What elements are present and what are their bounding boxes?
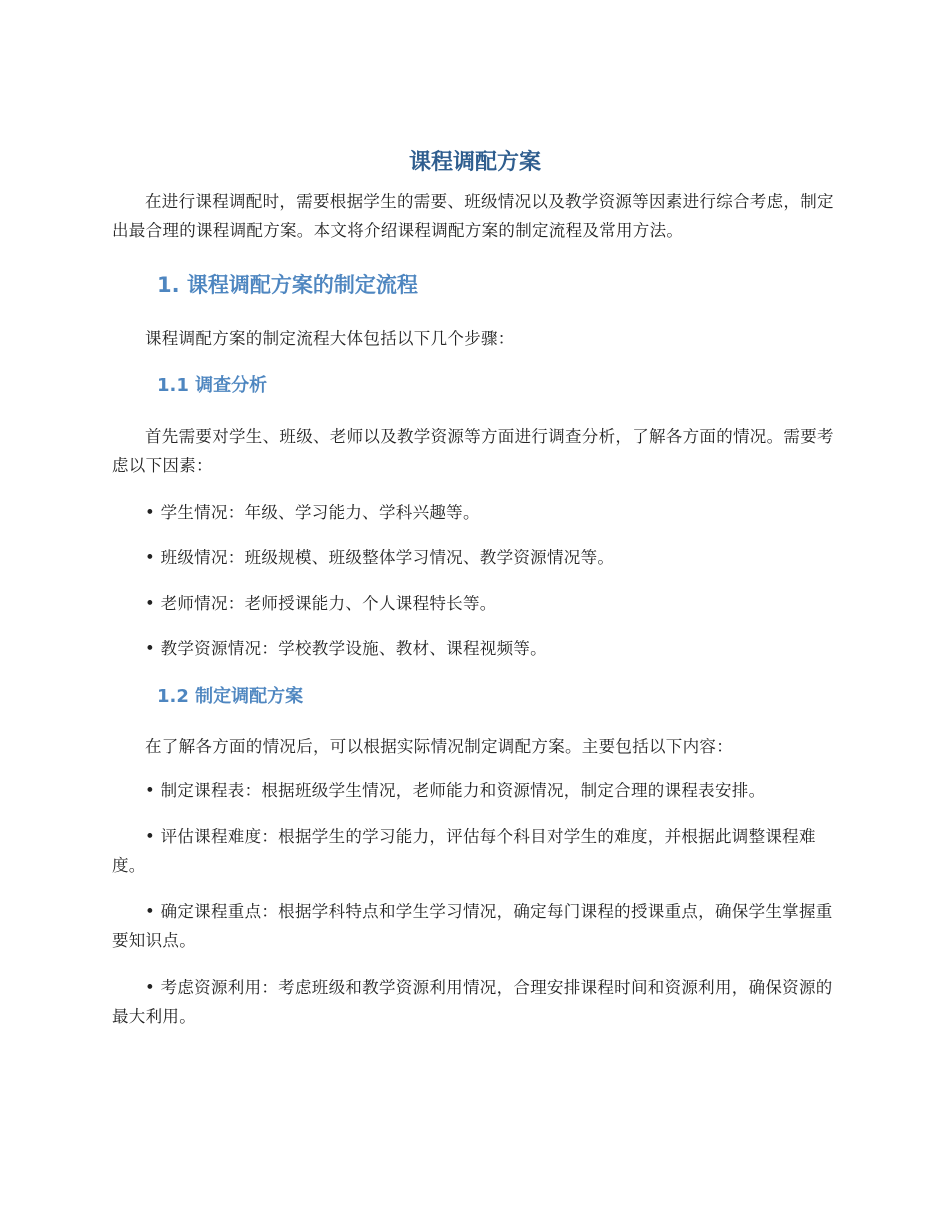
section-1-lead: 课程调配方案的制定流程大体包括以下几个步骤： [145, 329, 515, 348]
list-item: • 制定课程表：根据班级学生情况，老师能力和资源情况，制定合理的课程表安排。 [145, 781, 766, 800]
list-item: • 考虑资源利用：考虑班级和教学资源利用情况，合理安排课程时间和资源利用，确保资源的最大利用。 [112, 978, 833, 1026]
list-item: • 确定课程重点：根据学科特点和学生学习情况，确定每门课程的授课重点，确保学生掌握重要知识点。 [112, 902, 833, 950]
subsection-1-1-text: 首先需要对学生、班级、老师以及教学资源等方面进行调查分析，了解各方面的情况。需要考虑以下因素： [112, 427, 834, 475]
list-item: • 老师情况：老师授课能力、个人课程特长等。 [145, 594, 497, 613]
section-1-heading: 1. 课程调配方案的制定流程 [157, 273, 418, 297]
subsection-1-1-heading: 1.1 调查分析 [157, 375, 268, 396]
subsection-1-2-heading: 1.2 制定调配方案 [157, 686, 304, 707]
intro-paragraph: 在进行课程调配时，需要根据学生的需要、班级情况以及教学资源等因素进行综合考虑，制定出最合理的课程调配方案。本文将介绍课程调配方案的制定流程及常用方法。 [112, 192, 834, 240]
document-title: 课程调配方案 [408, 150, 541, 175]
list-item: • 班级情况：班级规模、班级整体学习情况、教学资源情况等。 [145, 548, 615, 567]
list-item: • 评估课程难度：根据学生的学习能力，评估每个科目对学生的难度，并根据此调整课程难度。 [112, 827, 816, 875]
list-item: • 教学资源情况：学校教学设施、教材、课程视频等。 [145, 639, 547, 658]
subsection-1-2-text: 在了解各方面的情况后，可以根据实际情况制定调配方案。主要包括以下内容： [145, 737, 733, 756]
list-item: • 学生情况：年级、学习能力、学科兴趣等。 [145, 503, 480, 522]
